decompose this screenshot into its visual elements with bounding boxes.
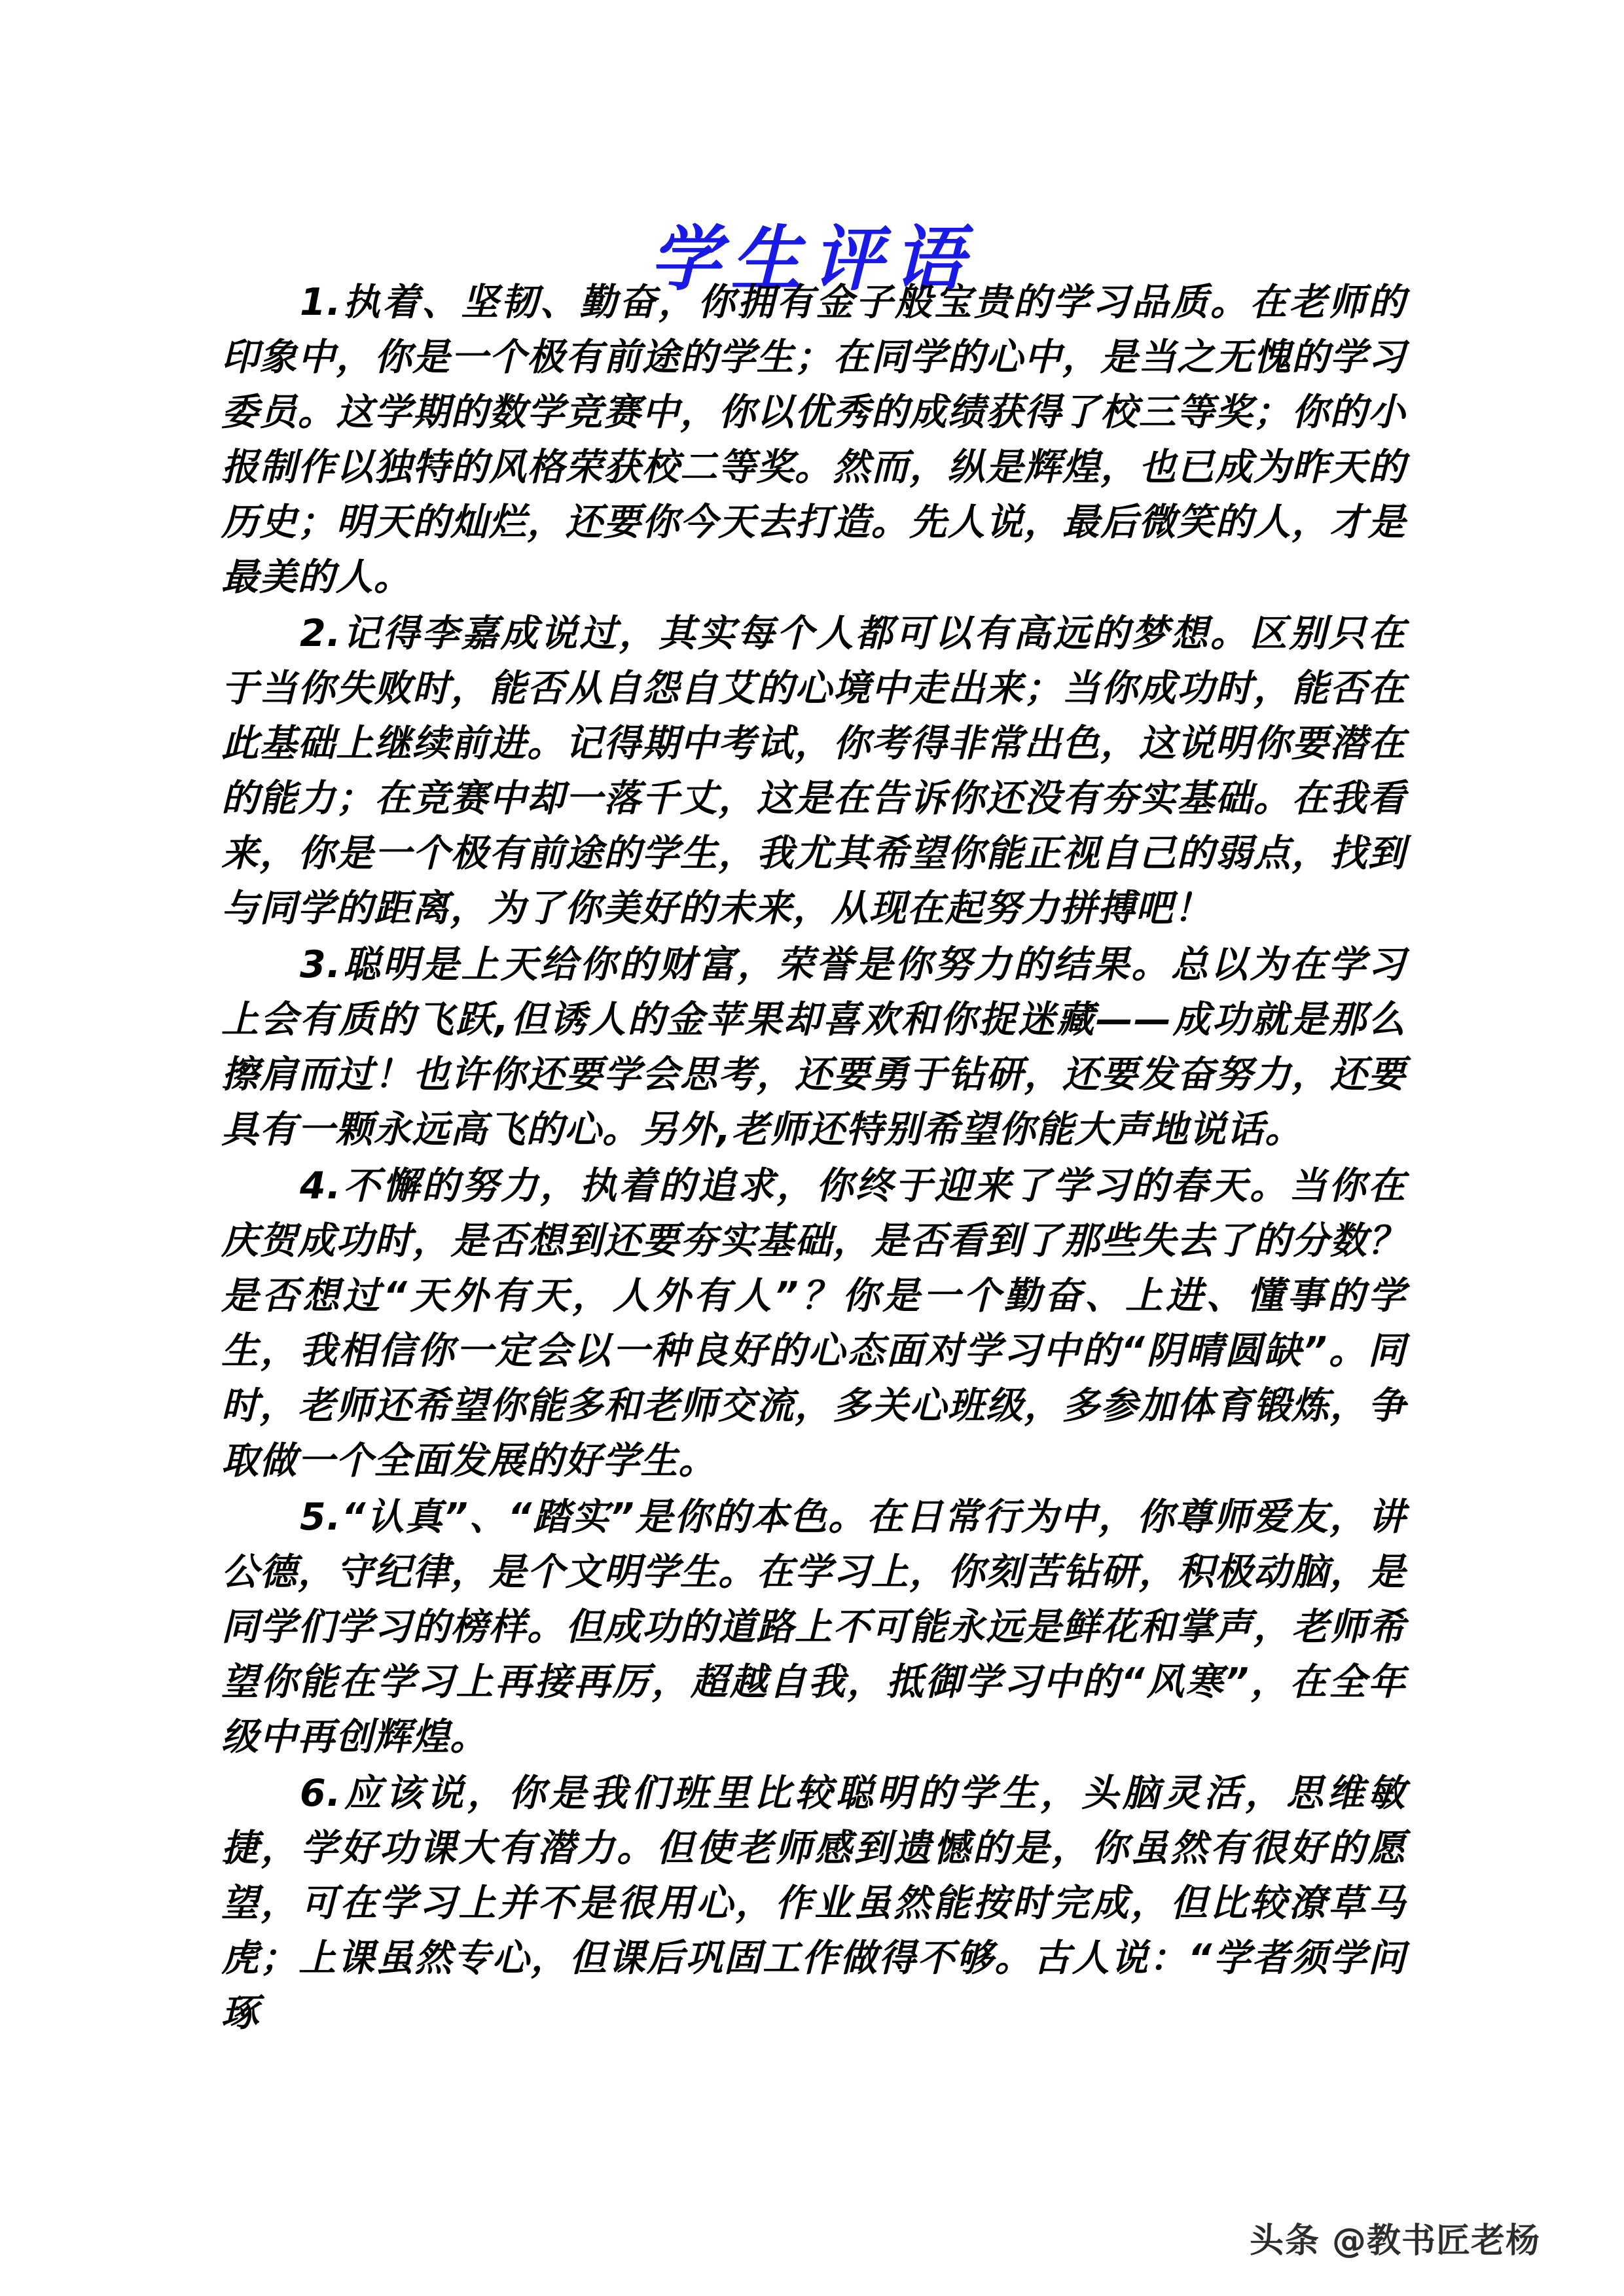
paragraph-3: 3.聪明是上天给你的财富，荣誉是你努力的结果。总以为在学习上会有质的飞跃,但诱人的金苹果却喜欢和你捉迷藏——成功就是那么擦肩而过！也许你还要学会思考，还要勇于钻研，还要发奋努力，还要具有一颗永远高飞的心。另外,老师还特别希望你能大声地说话。	[221, 943, 1406, 1151]
page-title: 学生评语	[649, 219, 975, 301]
watermark-brand: 头条	[1249, 2221, 1320, 2261]
paragraph-6: 6.应该说，你是我们班里比较聪明的学生，头脑灵活，思维敏捷，学好功课大有潜力。但使老师感到遗憾的是，你虽然有很好的愿望，可在学习上并不是很用心，作业虽然能按时完成，但比较潦草马虎；上课虽然专心，但课后巩固工作做得不够。古人说：“学者须学问琢	[221, 1772, 1406, 2035]
paragraph-4: 4.不懈的努力，执着的追求，你终于迎来了学习的春天。当你在庆贺成功时，是否想到还要夯实基础，是否看到了那些失去了的分数？是否想过“天外有天，人外有人”？你是一个勤奋、上进、懂事的学生，我相信你一定会以一种良好的心态面对学习中的“阴晴圆缺”。同时，老师还希望你能多和老师交流，多关心班级，多参加体育锻炼，争取做一个全面发展的好学生。	[221, 1164, 1406, 1482]
paragraph-5: 5.“认真”、“踏实”是你的本色。在日常行为中，你尊师爱友，讲公德，守纪律，是个文明学生。在学习上，你刻苦钻研，积极动脑，是同学们学习的榜样。但成功的道路上不可能永远是鲜花和掌声，老师希望你能在学习上再接再厉，超越自我，抵御学习中的“风寒”，在全年级中再创辉煌。	[221, 1496, 1406, 1759]
document-body	[221, 275, 1406, 2042]
watermark	[1250, 2213, 1540, 2262]
watermark-handle: @教书匠老杨	[1331, 2221, 1540, 2261]
paragraph-1: 1.执着、坚韧、勤奋，你拥有金子般宝贵的学习品质。在老师的印象中，你是一个极有前途的学生；在同学的心中，是当之无愧的学习委员。这学期的数学竞赛中，你以优秀的成绩获得了校三等奖；你的小报制作以独特的风格荣获校二等奖。然而，纵是辉煌，也已成为昨天的历史；明天的灿烂，还要你今天去打造。先人说，最后微笑的人，才是最美的人。	[221, 281, 1406, 599]
paragraph-2: 2.记得李嘉成说过，其实每个人都可以有高远的梦想。区别只在于当你失败时，能否从自怨自艾的心境中走出来；当你成功时，能否在此基础上继续前进。记得期中考试，你考得非常出色，这说明你要潜在的能力；在竞赛中却一落千丈，这是在告诉你还没有夯实基础。在我看来，你是一个极有前途的学生，我尤其希望你能正视自己的弱点，找到与同学的距离，为了你美好的未来，从现在起努力拼搏吧！	[221, 612, 1406, 930]
